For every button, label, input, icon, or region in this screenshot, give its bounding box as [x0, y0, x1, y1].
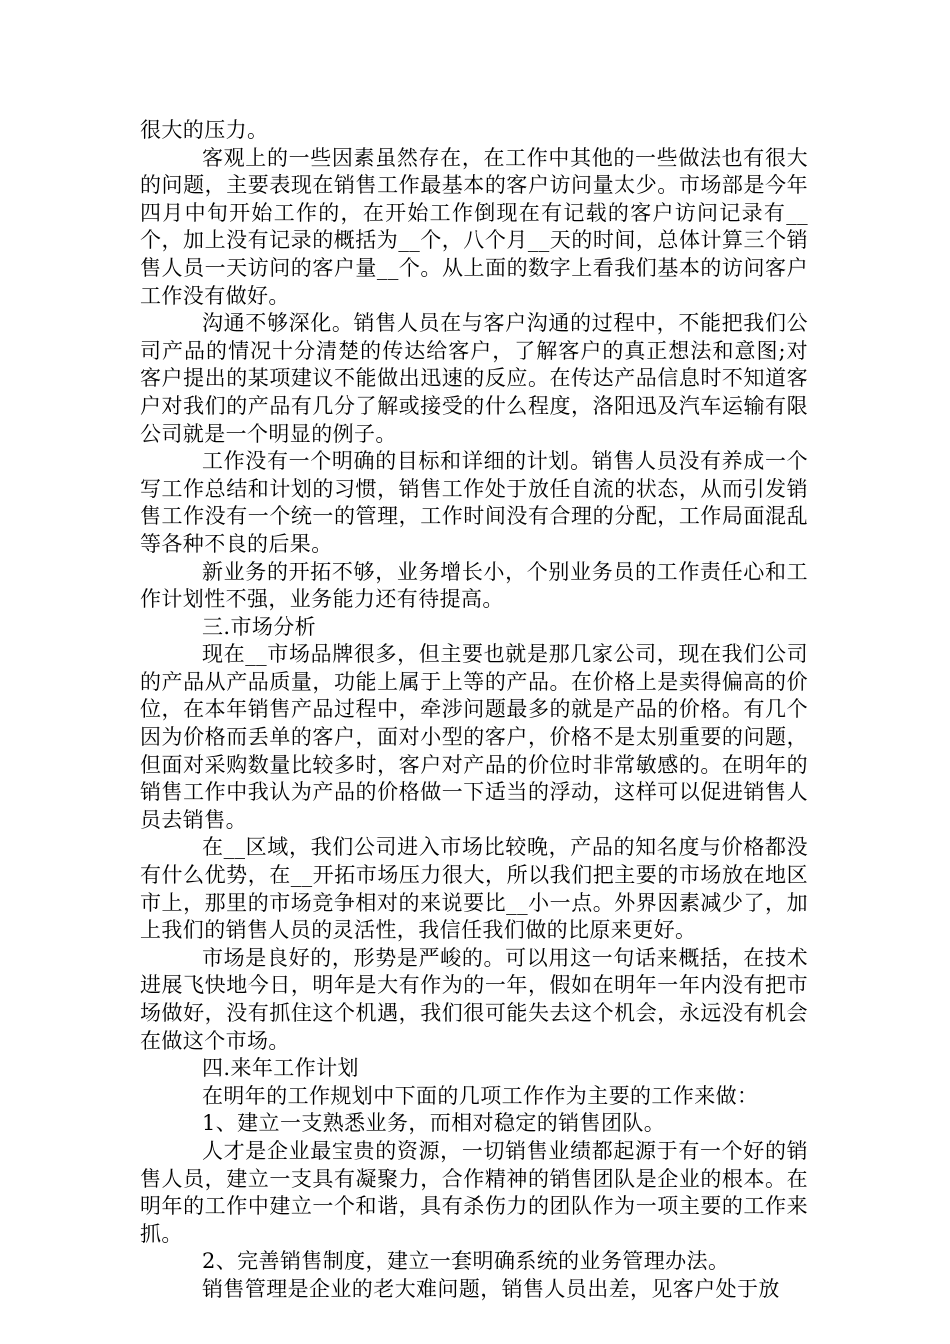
paragraph: 三.市场分析 — [202, 614, 317, 639]
paragraph: 在明年的工作规划中下面的几项工作作为主要的工作来做： — [202, 1083, 759, 1108]
paragraph: 工作没有一个明确的目标和详细的计划。销售人员没有养成一个写工作总结和计划的习惯，销售工作处于放任自流的状态，从而引发销售工作没有一个统一的管理，工作时间没有合理的分配，工作局面混乱等各种不良的后果。 — [140, 449, 808, 556]
paragraph: 客观上的一些因素虽然存在，在工作中其他的一些做法也有很大的问题，主要表现在销售工作最基本的客户访问量太少。市场部是今年四月中旬开始工作的，在开始工作倒现在有记载的客户访问记录有__个，加上没有记录的概括为__个，八个月__天的时间，总体计算三个销售人员一天访问的客户量__个。从上面的数字上看我们基本的访问客户工作没有做好。 — [140, 145, 808, 308]
paragraph: 市场是良好的，形势是严峻的。可以用这一句话来概括，在技术进展飞快地今日，明年是大有作为的一年，假如在明年一年内没有把市场做好，没有抓住这个机遇，我们很可能失去这个机会，永远没有机会在做这个市场。 — [140, 945, 808, 1053]
document-body — [140, 117, 808, 1304]
paragraph: 很大的压力。 — [140, 118, 269, 142]
paragraph: 沟通不够深化。销售人员在与客户沟通的过程中，不能把我们公司产品的情况十分清楚的传达给客户，了解客户的真正想法和意图;对客户提出的某项建议不能做出迅速的反应。在传达产品信息时不知道客户对我们的产品有几分了解或接受的什么程度，洛阳迅及汽车运输有限公司就是一个明显的例子。 — [140, 311, 808, 446]
paragraph: 现在__市场品牌很多，但主要也就是那几家公司，现在我们公司的产品从产品质量，功能上属于上等的产品。在价格上是卖得偏高的价位，在本年销售产品过程中，牵涉问题最多的就是产品的价格。有几个因为价格而丢单的客户，面对小型的客户，价格不是太别重要的问题，但面对采购数量比较多时，客户对产品的价位时非常敏感的。在明年的销售工作中我认为产品的价格做一下适当的浮动，这样可以促进销售人员去销售。 — [140, 642, 808, 832]
paragraph: 人才是企业最宝贵的资源，一切销售业绩都起源于有一个好的销售人员，建立一支具有凝聚力，合作精神的销售团队是企业的根本。在明年的工作中建立一个和谐，具有杀伤力的团队作为一项主要的工作来抓。 — [140, 1138, 808, 1246]
paragraph: 2、完善销售制度，建立一套明确系统的业务管理办法。 — [202, 1249, 730, 1274]
paragraph: 1、建立一支熟悉业务，而相对稳定的销售团队。 — [202, 1111, 666, 1136]
paragraph: 新业务的开拓不够，业务增长小，个别业务员的工作责任心和工作计划性不强，业务能力还有待提高。 — [140, 559, 808, 612]
paragraph: 四.来年工作计划 — [202, 1056, 359, 1081]
paragraph: 销售管理是企业的老大难问题，销售人员出差，见客户处于放 — [202, 1276, 780, 1301]
paragraph: 在__区域，我们公司进入市场比较晚，产品的知名度与价格都没有什么优势，在__开拓市场压力很大，所以我们把主要的市场放在地区市上，那里的市场竞争相对的来说要比__小一点。外界因素减少了，加上我们的销售人员的灵活性，我信任我们做的比原来更好。 — [140, 835, 808, 943]
